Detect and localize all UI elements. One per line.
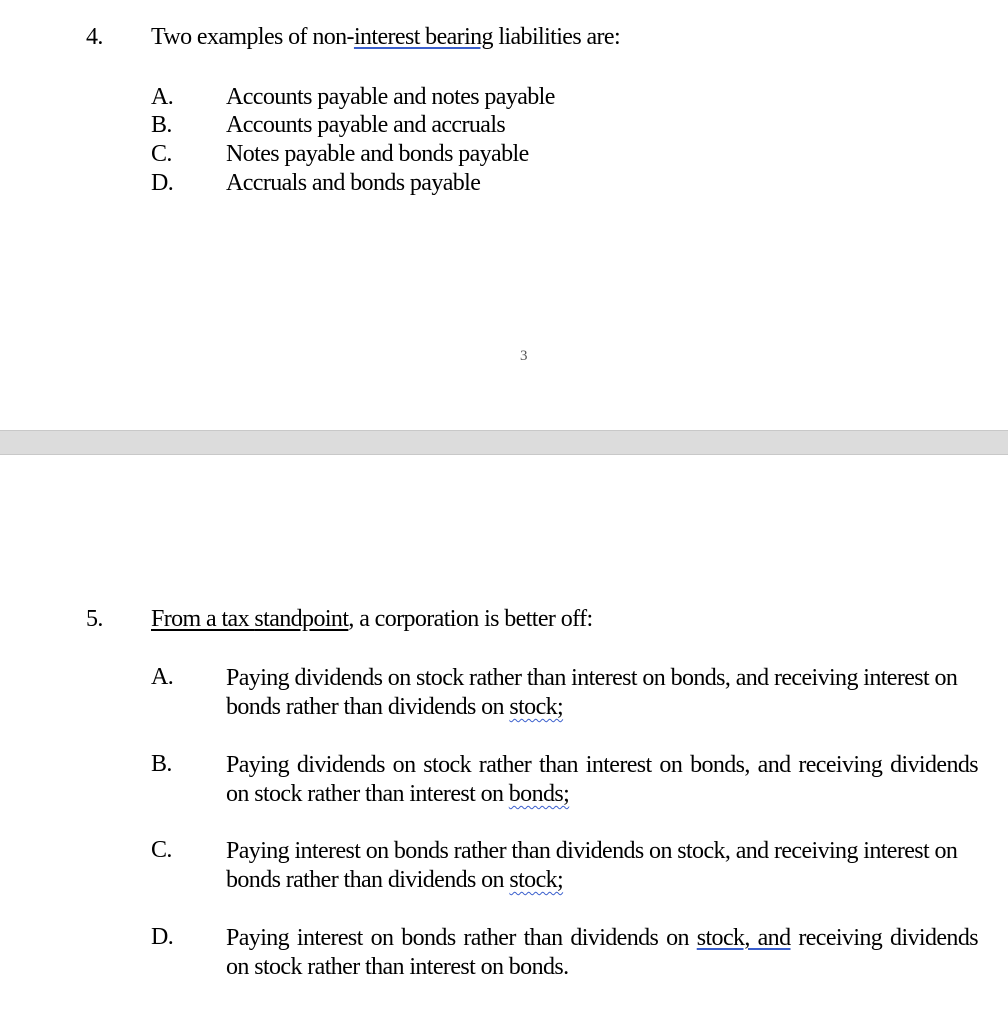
question-4-option-b-text: Accounts payable and accruals xyxy=(226,112,506,138)
question-5-option-b-text xyxy=(226,751,978,809)
page-number: 3 xyxy=(520,348,528,364)
question-4-stem-pre: Two examples of non- xyxy=(151,24,354,50)
question-5-option-d-text-pre: Paying interest on bonds rather than dividends on xyxy=(226,925,697,951)
question-5-option-a-text-underlined: stock; xyxy=(509,694,564,720)
question-5-option-c-text xyxy=(226,837,978,895)
question-5-option-a-letter: A. xyxy=(151,664,174,690)
question-5-option-b-letter: B. xyxy=(151,751,172,777)
question-5-stem-underlined-2: standpoint xyxy=(254,606,349,632)
question-4-option-a-letter: A. xyxy=(151,84,174,110)
question-4-option-d-text: Accruals and bonds payable xyxy=(226,170,481,196)
question-5-option-d-text xyxy=(226,924,978,982)
question-4-stem-underlined: interest bearing xyxy=(353,24,493,50)
question-5-option-d-text-underlined: stock, and xyxy=(696,925,791,951)
question-5-option-a-text xyxy=(226,664,978,722)
question-5-option-b-text-pre: Paying dividends on stock rather than interest on bonds, and receiving dividends on stock rather than interest on xyxy=(226,752,978,807)
question-5-option-b-text-underlined: bonds; xyxy=(508,781,570,807)
question-5-stem-post: , a corporation is better off: xyxy=(348,606,593,632)
question-4-option-b-letter: B. xyxy=(151,112,172,138)
question-4-option-a-text: Accounts payable and notes payable xyxy=(226,84,555,110)
question-5-number: 5. xyxy=(86,606,103,632)
question-4-option-d-letter: D. xyxy=(151,170,174,196)
question-5-stem-underlined-1: From a tax xyxy=(151,606,255,632)
question-5-option-c-letter: C. xyxy=(151,837,172,863)
question-5-option-c-text-underlined: stock; xyxy=(509,867,564,893)
page-break-separator xyxy=(0,430,1008,455)
question-5-option-a-text-pre: Paying dividends on stock rather than interest on bonds, and receiving interest on bonds rather than dividends on xyxy=(226,665,958,720)
question-4-option-c-text: Notes payable and bonds payable xyxy=(226,141,529,167)
question-5-stem xyxy=(151,606,593,633)
question-4-stem-post: liabilities are: xyxy=(492,24,621,50)
question-5-option-d-letter: D. xyxy=(151,924,174,950)
question-4-option-c-letter: C. xyxy=(151,141,172,167)
question-4-stem xyxy=(151,24,620,51)
question-4-number: 4. xyxy=(86,24,103,50)
question-5-option-c-text-pre: Paying interest on bonds rather than dividends on stock, and receiving interest on bonds rather than dividends on xyxy=(226,838,958,893)
question-5-option-d-text-post: receiving dividends on stock rather than interest on bonds. xyxy=(226,925,978,980)
